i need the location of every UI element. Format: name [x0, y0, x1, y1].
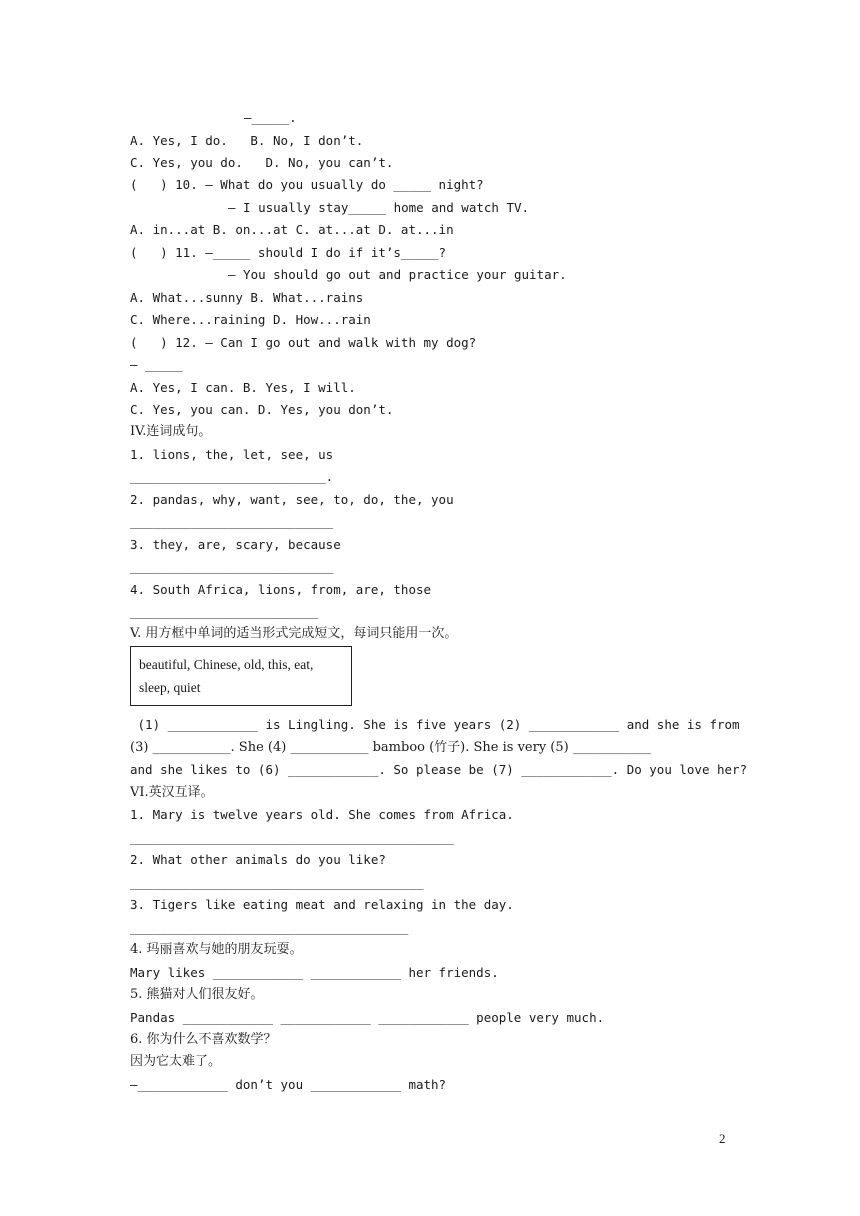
- text-line: 2. pandas, why, want, see, to, do, the, you: [130, 492, 454, 507]
- text-line: 因为它太难了。: [130, 1054, 222, 1069]
- text-line: 4. South Africa, lions, from, are, those: [130, 582, 432, 597]
- text-line: —_____.: [244, 110, 297, 125]
- text-line: 5. 熊猫对人们很友好。: [130, 987, 264, 1002]
- text-line: ___________________________: [130, 559, 334, 574]
- text-line: VI.英汉互译。: [130, 785, 214, 800]
- text-line: ( ) 12. — Can I go out and walk with my dog?: [130, 335, 477, 350]
- word-box-line-2: sleep, quiet: [139, 680, 201, 695]
- text-line: Mary likes ____________ ____________ her friends.: [130, 965, 499, 980]
- text-line: __________________________.: [130, 469, 334, 484]
- text-line: 6. 你为什么不喜欢数学？: [130, 1032, 277, 1047]
- text-line: 4. 玛丽喜欢与她的朋友玩耍。: [130, 942, 303, 957]
- text-line: C. Yes, you do. D. No, you can’t.: [130, 155, 394, 170]
- text-line: _____________________________________: [130, 920, 409, 935]
- text-line: A. Yes, I can. B. Yes, I will.: [130, 380, 356, 395]
- text-line: —____________ don’t you ____________ math?: [130, 1077, 447, 1092]
- text-line: (3) ____________. She (4) ____________ bamboo (竹子). She is very (5) ____________: [130, 740, 651, 755]
- word-box: [130, 646, 352, 706]
- text-line: V. 用方框中单词的适当形式完成短文，每词只能用一次。: [130, 626, 458, 641]
- text-line: _________________________: [130, 604, 319, 619]
- text-line: and she likes to (6) ____________. So please be (7) ____________. Do you love her?: [130, 762, 748, 777]
- text-line: _______________________________________: [130, 875, 424, 890]
- text-line: C. Yes, you can. D. Yes, you don’t.: [130, 402, 394, 417]
- text-line: A. in...at B. on...at C. at...at D. at...in: [130, 222, 454, 237]
- text-line: — You should go out and practice your guitar.: [228, 267, 567, 282]
- text-line: ( ) 10. — What do you usually do _____ night?: [130, 177, 484, 192]
- text-line: C. Where...raining D. How...rain: [130, 312, 371, 327]
- page-number: 2: [719, 1131, 726, 1146]
- text-line: 1. Mary is twelve years old. She comes from Africa.: [130, 807, 514, 822]
- text-line: ___________________________________________: [130, 830, 454, 845]
- text-line: ___________________________: [130, 514, 334, 529]
- text-line: 3. they, are, scary, because: [130, 537, 341, 552]
- text-line: — _____: [130, 357, 183, 372]
- text-line: 2. What other animals do you like?: [130, 852, 386, 867]
- text-line: 1. lions, the, let, see, us: [130, 447, 334, 462]
- word-box-line-1: beautiful, Chinese, old, this, eat,: [139, 657, 314, 672]
- text-line: ( ) 11. —_____ should I do if it’s_____?: [130, 245, 447, 260]
- text-line: 3. Tigers like eating meat and relaxing in the day.: [130, 897, 514, 912]
- text-line: IV.连词成句。: [130, 424, 212, 439]
- text-line: A. Yes, I do. B. No, I don’t.: [130, 133, 364, 148]
- text-line: Pandas ____________ ____________ ____________ people very much.: [130, 1010, 605, 1025]
- text-line: — I usually stay_____ home and watch TV.: [228, 200, 530, 215]
- text-line: (1) ____________ is Lingling. She is five years (2) ____________ and she is from: [130, 717, 740, 732]
- text-line: A. What...sunny B. What...rains: [130, 290, 364, 305]
